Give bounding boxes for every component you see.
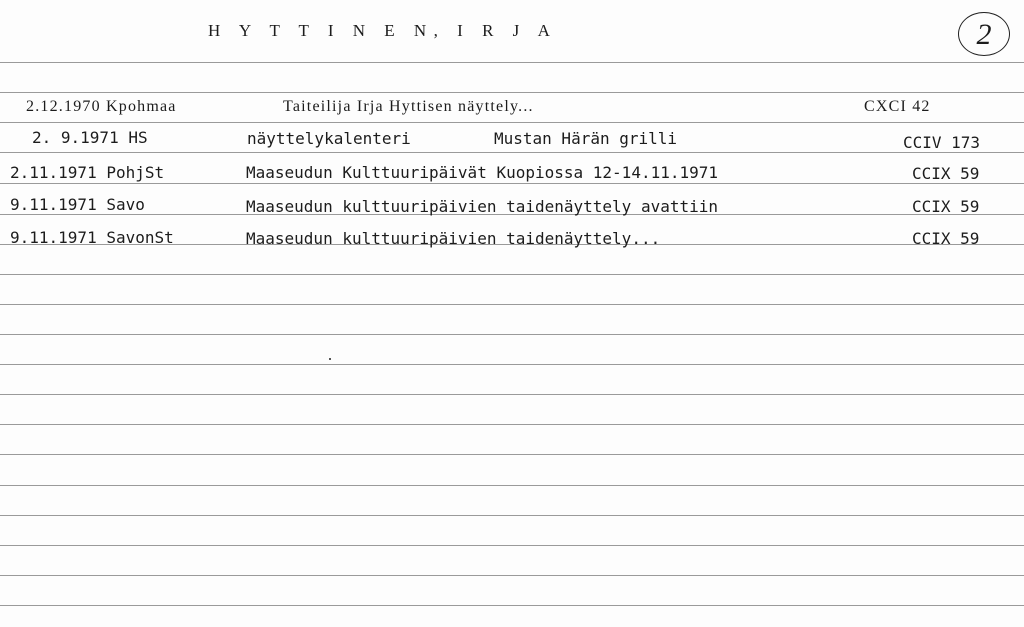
rule-line bbox=[0, 575, 1024, 576]
entry-reference: CCIV 173 bbox=[903, 133, 981, 152]
rule-line bbox=[0, 485, 1024, 486]
entry-description: Maaseudun kulttuuripäivien taidenäyttely avattiin bbox=[246, 197, 719, 216]
entry-description: Maaseudun Kulttuuripäivät Kuopiossa 12-14.11.1971 bbox=[246, 163, 719, 182]
rule-line bbox=[0, 394, 1024, 395]
entry-description: näyttelykalenteri bbox=[247, 129, 411, 148]
rule-line bbox=[0, 92, 1024, 93]
ink-speck bbox=[329, 358, 331, 360]
rule-line bbox=[0, 454, 1024, 455]
entry-reference: CCIX 59 bbox=[912, 229, 980, 248]
entry-reference: CXCI 42 bbox=[864, 98, 931, 115]
entry-reference: CCIX 59 bbox=[912, 164, 980, 183]
rule-line bbox=[0, 304, 1024, 305]
rule-line bbox=[0, 334, 1024, 335]
rule-line bbox=[0, 515, 1024, 516]
rule-line bbox=[0, 62, 1024, 63]
entry-description: Taiteilija Irja Hyttisen näyttely... bbox=[283, 98, 534, 115]
entry-date-source: 2.12.1970 Kpohmaa bbox=[26, 98, 177, 115]
card-number-circle: 2 bbox=[958, 12, 1010, 56]
entry-description: Maaseudun kulttuuripäivien taidenäyttely... bbox=[246, 229, 661, 248]
entry-date-source: 9.11.1971 Savo bbox=[10, 195, 145, 214]
rule-line bbox=[0, 122, 1024, 123]
rule-line bbox=[0, 364, 1024, 365]
entry-reference: CCIX 59 bbox=[912, 197, 980, 216]
entry-extra: Mustan Härän grilli bbox=[494, 129, 678, 148]
rule-line bbox=[0, 152, 1024, 153]
rule-line bbox=[0, 274, 1024, 275]
rule-line bbox=[0, 424, 1024, 425]
rule-line bbox=[0, 545, 1024, 546]
entry-date-source: 2. 9.1971 HS bbox=[32, 128, 148, 147]
rule-line bbox=[0, 183, 1024, 184]
entry-date-source: 9.11.1971 SavonSt bbox=[10, 228, 174, 247]
entry-date-source: 2.11.1971 PohjSt bbox=[10, 163, 165, 182]
card-name-heading: H Y T T I N E N, I R J A bbox=[208, 21, 558, 40]
rule-line bbox=[0, 605, 1024, 606]
